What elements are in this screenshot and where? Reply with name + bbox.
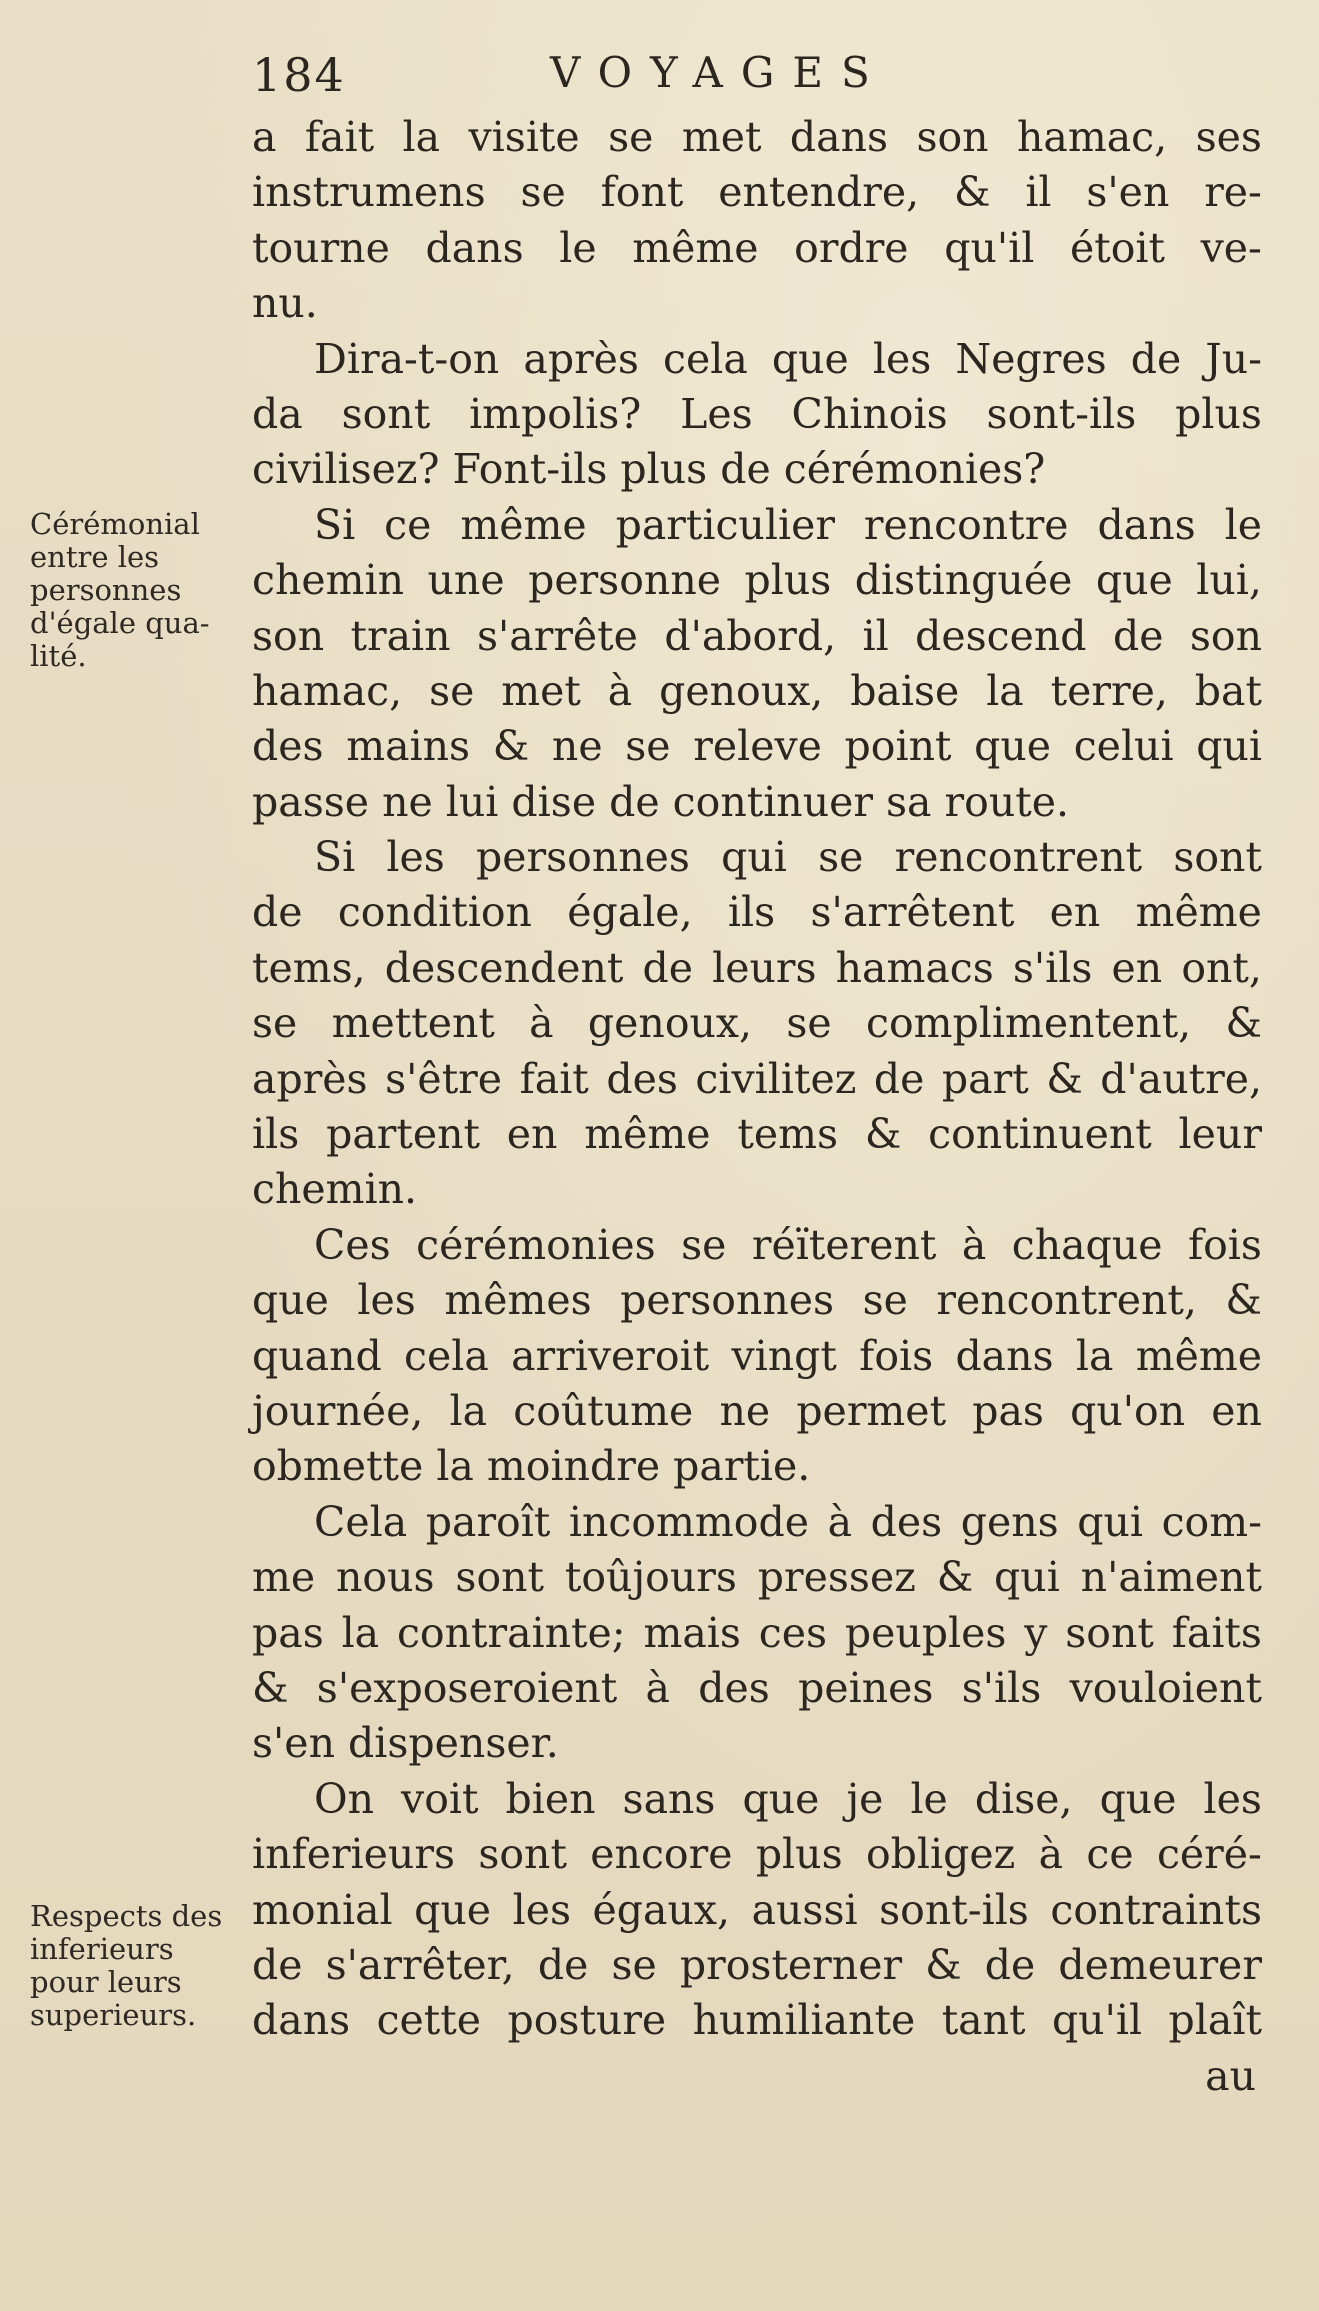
text-line: au (1205, 2051, 1256, 2100)
margin-note-line: Cérémonial (30, 507, 200, 541)
text-line: civilisez? Font-ils plus de cérémonies? (252, 445, 1046, 494)
text-line: a fait la visite se met dans son hamac, ses (252, 113, 1262, 161)
text-line: On voit bien sans que je le dise, que les (314, 1774, 1262, 1823)
margin-note-line: d'égale qua- (30, 606, 210, 640)
running-head (252, 48, 888, 102)
text-line: chemin une personne plus distinguée que lui, (252, 556, 1262, 605)
text-line: monial que les égaux, aussi sont-ils contraints (252, 1885, 1262, 1934)
text-line: Si les personnes qui se rencontrent sont (314, 833, 1262, 882)
text-line: des mains & ne se releve point que celui qui (252, 722, 1262, 771)
margin-note-line: lité. (30, 639, 87, 673)
margin-note-line: entre les (30, 540, 160, 574)
text-line: pas la contrainte; mais ces peuples y sont faits (252, 1608, 1262, 1657)
text-line: se mettent à genoux, se complimentent, & (252, 999, 1262, 1048)
text-line: s'en dispenser. (252, 1719, 559, 1768)
text-line: instrumens se font entendre, & il s'en re- (252, 168, 1262, 217)
text-line: obmette la moindre partie. (252, 1442, 811, 1491)
text-line: & s'exposeroient à des peines s'ils vouloient (252, 1663, 1262, 1712)
text-line: son train s'arrête d'abord, il descend de son (252, 611, 1262, 660)
margin-note-line: Respects des (30, 1899, 223, 1933)
text-line: quand cela arriveroit vingt fois dans la même (252, 1331, 1262, 1380)
text-line: de condition égale, ils s'arrêtent en même (252, 888, 1262, 937)
text-line: journée, la coûtume ne permet pas qu'on en (252, 1386, 1262, 1435)
text-line: inferieurs sont encore plus obligez à ce céré- (252, 1830, 1262, 1879)
text-line: nu. (252, 279, 318, 328)
text-line: passe ne lui dise de continuer sa route. (252, 777, 1069, 826)
margin-note-respects (30, 1900, 245, 2032)
margin-note-line: pour leurs (30, 1965, 182, 1999)
margin-note-line: inferieurs (30, 1932, 174, 1966)
margin-note-line: personnes (30, 573, 182, 607)
margin-note-ceremonial (30, 508, 245, 673)
text-line: tourne dans le même ordre qu'il étoit ve- (252, 223, 1262, 272)
text-line: Ces cérémonies se réïterent à chaque fois (314, 1220, 1262, 1269)
text-line: Dira-t-on après cela que les Negres de Ju- (314, 334, 1262, 383)
text-line: me nous sont toûjours pressez & qui n'aiment (252, 1553, 1262, 1602)
running-title: VOYAGES (550, 48, 888, 97)
page-number: 184 (252, 48, 346, 102)
body-text (252, 110, 1262, 2104)
text-line: hamac, se met à genoux, baise la terre, bat (252, 666, 1262, 715)
text-line: chemin. (252, 1165, 418, 1214)
text-line: Si ce même particulier rencontre dans le (314, 500, 1262, 549)
text-line: tems, descendent de leurs hamacs s'ils en ont, (252, 943, 1262, 992)
text-line: de s'arrêter, de se prosterner & de demeurer (252, 1940, 1262, 1989)
text-line: dans cette posture humiliante tant qu'il plaît (252, 1996, 1262, 2045)
text-line: que les mêmes personnes se rencontrent, & (252, 1276, 1262, 1325)
text-line: après s'être fait des civilitez de part & d'autre, (252, 1054, 1262, 1103)
text-line: ils partent en même tems & continuent leur (252, 1110, 1262, 1159)
text-line: da sont impolis? Les Chinois sont-ils plus (252, 389, 1262, 438)
margin-note-line: superieurs. (30, 1998, 197, 2032)
text-line: Cela paroît incommode à des gens qui com- (314, 1497, 1262, 1546)
